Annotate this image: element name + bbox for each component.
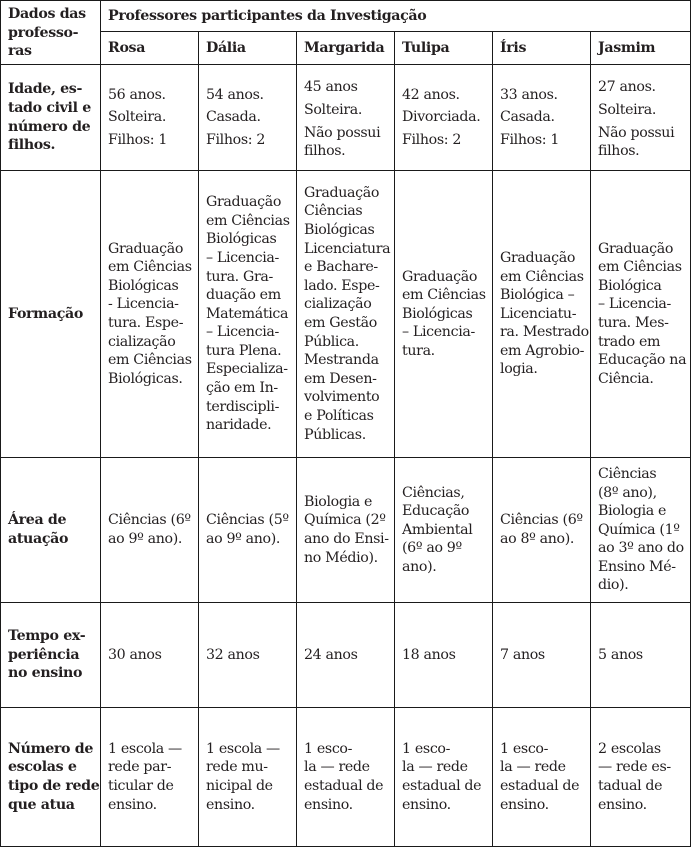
cell-line: ano do Ensi-	[304, 531, 389, 547]
cell-line: Divorciada.	[402, 109, 481, 126]
cell-line: em Ciências	[500, 268, 584, 285]
cell-line: Educação na	[598, 352, 687, 369]
cell-line: Ciências	[304, 203, 363, 220]
cell-rosa	[101, 603, 199, 708]
cell-rosa	[101, 708, 199, 847]
cell-tulipa	[395, 171, 493, 458]
corner-header-line: Dados das	[8, 6, 86, 22]
cell-line: 54 anos.	[206, 86, 264, 103]
cell-line: Não possui	[304, 124, 381, 141]
row-label-line: Tempo ex-	[8, 628, 86, 645]
cell-line: ensino.	[402, 796, 451, 813]
cell-line: 7 anos	[500, 646, 545, 663]
cell-line: Ciências (6º	[500, 512, 583, 529]
cell-line: Pública.	[304, 333, 359, 350]
cell-rosa	[101, 65, 199, 171]
cell-line: (6º ao 9º	[402, 540, 462, 557]
cell-line: nicipal de	[206, 778, 273, 794]
cell-line: Biológica –	[500, 287, 575, 304]
cell-line: Ciências	[598, 465, 657, 482]
cell-line: Biológicas	[206, 231, 277, 248]
cell-line: Não possui	[598, 124, 675, 141]
cell-line: Licenciatu-	[500, 305, 577, 322]
row-label-line: filhos.	[8, 137, 56, 154]
cell-line: Solteira.	[108, 109, 167, 126]
cell-line: 33 anos.	[500, 86, 558, 103]
cell-line: Casada.	[500, 109, 555, 126]
cell-line: Educação	[402, 503, 470, 520]
cell-line: Filhos: 1	[108, 131, 168, 148]
cell-jasmim	[591, 708, 691, 847]
cell-line: logia.	[500, 361, 538, 378]
cell-rosa	[101, 171, 199, 458]
cell-line: ao 9º ano).	[206, 531, 281, 547]
cell-line: Solteira.	[598, 101, 657, 118]
teacher-header-iris: Íris	[493, 32, 591, 65]
cell-line: 1 escola —	[108, 740, 182, 757]
cell-tulipa	[395, 603, 493, 708]
cell-tulipa	[395, 708, 493, 847]
cell-line: volvimento	[304, 389, 380, 406]
cell-line: em Ciências	[598, 259, 682, 276]
cell-line: lado. Espe-	[304, 277, 380, 294]
row-label	[1, 65, 101, 171]
row-label-line: Área de	[8, 512, 67, 529]
cell-line: duação em	[206, 287, 281, 304]
cell-iris	[493, 65, 591, 171]
cell-line: – Licencia-	[598, 296, 671, 313]
cell-line: em Ciências	[108, 259, 192, 276]
row-label-line: tipo de rede	[8, 778, 100, 794]
cell-line: Graduação	[402, 268, 478, 285]
cell-line: terdiscipli-	[206, 398, 280, 415]
cell-line: Ciências (6º	[108, 512, 191, 529]
cell-line: Licenciatura	[304, 240, 391, 257]
cell-line: e Políticas	[304, 407, 374, 424]
row-label-line: no ensino	[8, 665, 83, 682]
cell-line: Graduação	[108, 240, 184, 257]
cell-line: Química (2º	[304, 512, 386, 529]
cell-line: 1 esco-	[304, 740, 353, 757]
row-label-line: Formação	[8, 305, 83, 322]
cell-line: rede mu-	[206, 759, 268, 776]
cell-line: Filhos: 2	[402, 131, 462, 148]
cell-jasmim	[591, 458, 691, 603]
cell-line: 1 esco-	[500, 740, 549, 757]
cell-line: - Licencia-	[108, 296, 179, 313]
cell-line: em Gestão	[304, 315, 377, 331]
cell-line: – Licencia-	[206, 249, 279, 266]
cell-line: ensino.	[304, 796, 353, 813]
cell-line: ção em In-	[206, 380, 278, 397]
row-label-line: Idade, es-	[8, 81, 82, 98]
cell-iris	[493, 171, 591, 458]
cell-iris	[493, 458, 591, 603]
cell-line: trado em	[598, 333, 661, 350]
cell-line: em Ciências	[206, 212, 290, 229]
row-label-line: que atua	[8, 796, 75, 813]
cell-line: em Ciências	[108, 352, 192, 369]
row-label-line: periência	[8, 646, 80, 663]
row-label-line: tado civil e	[8, 99, 91, 116]
cell-line: tadual de	[598, 778, 663, 794]
cell-line: 42 anos.	[402, 86, 460, 103]
cell-line: 24 anos	[304, 646, 358, 663]
cell-line: Química (1º	[598, 521, 680, 538]
cell-line: estadual de	[402, 778, 482, 794]
cell-line: estadual de	[304, 778, 384, 794]
cell-line: ensino.	[598, 796, 647, 813]
cell-dalia	[199, 708, 297, 847]
cell-line: tura Plena.	[206, 342, 282, 359]
cell-dalia	[199, 603, 297, 708]
cell-line: tura.	[402, 342, 435, 359]
teacher-header-dalia: Dália	[199, 32, 297, 65]
cell-jasmim	[591, 171, 691, 458]
cell-line: Ciências (5º	[206, 512, 289, 529]
cell-line: Biológicas.	[108, 370, 183, 387]
cell-line: 18 anos	[402, 646, 456, 663]
cell-margarida	[297, 708, 395, 847]
cell-line: estadual de	[500, 778, 580, 794]
row-label-line: número de	[8, 118, 91, 135]
corner-header-line: professo-	[8, 24, 79, 41]
cell-line: em Ciências	[402, 287, 486, 304]
cell-line: ensino.	[500, 796, 549, 813]
cell-line: ao 3º ano do	[598, 540, 684, 557]
cell-line: la — rede	[402, 759, 468, 776]
cell-iris	[493, 708, 591, 847]
cell-line: rede par-	[108, 759, 172, 776]
cell-line: 2 escolas	[598, 740, 661, 757]
cell-rosa	[101, 458, 199, 603]
cell-line: ano).	[402, 558, 437, 575]
cell-line: Graduação	[500, 249, 576, 266]
cell-line: filhos.	[304, 143, 346, 160]
teacher-header-jasmim: Jasmim	[591, 32, 691, 65]
cell-line: 27 anos.	[598, 79, 656, 96]
cell-line: ensino.	[206, 796, 255, 813]
cell-line: Biológicas	[304, 222, 375, 239]
cell-dalia	[199, 65, 297, 171]
cell-iris	[493, 603, 591, 708]
row-label-line: escolas e	[8, 759, 77, 776]
group-header: Professores participantes da Investigação	[101, 1, 691, 32]
cell-line: Filhos: 2	[206, 131, 266, 148]
cell-jasmim	[591, 65, 691, 171]
cell-line: cialização	[108, 333, 176, 350]
cell-line: – Licencia-	[206, 324, 279, 341]
table-row-teaching-area	[1, 458, 691, 603]
cell-line: Filhos: 1	[500, 131, 560, 148]
cell-line: 1 esco-	[402, 740, 451, 757]
cell-line: tura. Mes-	[598, 315, 669, 331]
cell-line: – Licencia-	[402, 324, 475, 341]
row-label	[1, 171, 101, 458]
cell-line: 45 anos	[304, 79, 358, 96]
cell-line: 56 anos.	[108, 86, 166, 103]
teacher-header-margarida: Margarida	[297, 32, 395, 65]
cell-line: no Médio).	[304, 549, 378, 566]
cell-line: e Bachare-	[304, 259, 378, 276]
cell-line: la — rede	[500, 759, 566, 776]
table-row-education	[1, 171, 691, 458]
teacher-header-rosa: Rosa	[101, 32, 199, 65]
cell-line: dio).	[598, 577, 629, 594]
row-label	[1, 458, 101, 603]
cell-line: Ensino Mé-	[598, 558, 676, 575]
cell-line: Casada.	[206, 109, 261, 126]
cell-line: Solteira.	[304, 101, 363, 118]
cell-jasmim	[591, 603, 691, 708]
cell-line: Ciências,	[402, 484, 465, 501]
cell-line: Mestranda	[304, 352, 379, 369]
cell-line: em Desen-	[304, 370, 377, 387]
cell-line: Especializa-	[206, 361, 288, 378]
cell-line: em Agrobio-	[500, 342, 585, 359]
row-label	[1, 603, 101, 708]
cell-line: Graduação	[206, 194, 282, 211]
cell-line: 30 anos	[108, 646, 162, 663]
cell-line: la — rede	[304, 759, 370, 776]
cell-line: Ambiental	[402, 521, 473, 538]
cell-line: (8º ano),	[598, 484, 657, 501]
cell-line: tura. Espe-	[108, 315, 184, 331]
cell-line: Biológicas	[108, 277, 179, 294]
cell-dalia	[199, 458, 297, 603]
cell-line: ra. Mestrado	[500, 324, 589, 341]
header-row-group	[1, 1, 691, 32]
cell-line: Biologia e	[304, 493, 373, 510]
cell-line: Graduação	[598, 240, 674, 257]
cell-line: 32 anos	[206, 646, 260, 663]
corner-header	[1, 1, 101, 65]
row-label-line: atuação	[8, 531, 69, 547]
cell-line: Biológicas	[402, 305, 473, 322]
cell-line: Biologia e	[598, 503, 667, 520]
cell-tulipa	[395, 65, 493, 171]
teacher-header-tulipa: Tulipa	[395, 32, 493, 65]
cell-line: ao 8º ano).	[500, 531, 575, 547]
cell-line: naridade.	[206, 417, 272, 434]
cell-line: ticular de	[108, 778, 174, 794]
cell-line: 1 escola —	[206, 740, 280, 757]
cell-line: — rede es-	[598, 759, 671, 776]
table-row-age-civil-status	[1, 65, 691, 171]
cell-line: Públicas.	[304, 426, 366, 443]
cell-line: 5 anos	[598, 646, 643, 663]
cell-line: Ciência.	[598, 370, 654, 387]
cell-line: Biológica	[598, 277, 662, 294]
cell-line: filhos.	[598, 143, 640, 160]
cell-margarida	[297, 458, 395, 603]
header-row-teachers	[1, 32, 691, 65]
table-row-schools	[1, 708, 691, 847]
cell-dalia	[199, 171, 297, 458]
cell-line: Matemática	[206, 305, 289, 322]
cell-line: ensino.	[108, 796, 157, 813]
cell-margarida	[297, 171, 395, 458]
cell-margarida	[297, 603, 395, 708]
row-label-line: Número de	[8, 740, 93, 757]
cell-line: tura. Gra-	[206, 268, 273, 285]
cell-line: cialização	[304, 296, 372, 313]
cell-tulipa	[395, 458, 493, 603]
cell-line: ao 9º ano).	[108, 531, 183, 547]
cell-line: Graduação	[304, 184, 380, 201]
cell-margarida	[297, 65, 395, 171]
row-label	[1, 708, 101, 847]
table-row-experience	[1, 603, 691, 708]
corner-header-line: ras	[8, 43, 32, 60]
